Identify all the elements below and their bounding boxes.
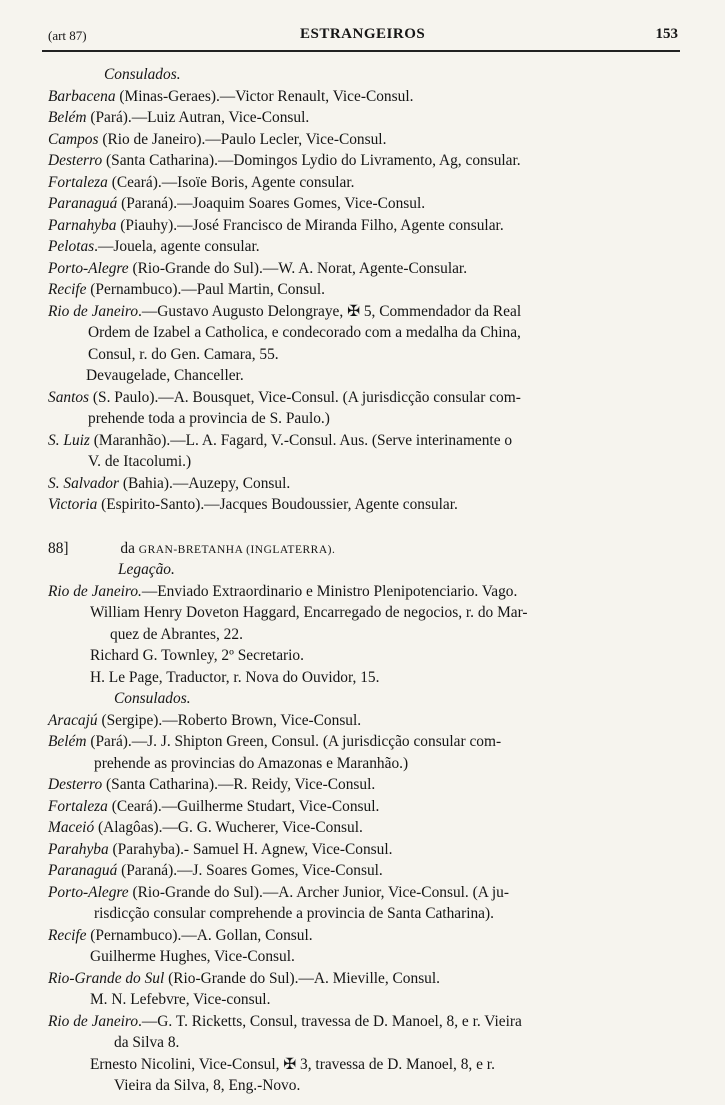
country-name: GRAN-BRETANHA (INGLATERRA).	[138, 543, 336, 556]
place-name: Barbacena	[48, 87, 116, 105]
place-name: Parnahyba	[48, 216, 117, 234]
staff-continuation: quez de Abrantes, 22.	[110, 625, 243, 643]
place-name: Pelotas	[48, 238, 95, 255]
consulate-entry	[48, 279, 688, 301]
article-number: 88]	[48, 539, 69, 557]
entry-text: (Piauhy).—José Francisco de Miranda Filho, Agente consular.	[116, 216, 504, 234]
entry-text: —Enviado Extraordinario e Ministro Plenipotenciario. Vago.	[141, 582, 518, 600]
consulate-entry	[48, 1011, 688, 1033]
place-name: Fortaleza	[48, 173, 108, 191]
place-name: Campos	[48, 130, 99, 148]
consulate-list-1	[48, 86, 688, 323]
consulate-entry	[48, 494, 688, 516]
consulate-entry	[48, 193, 688, 215]
place-name: Porto-Alegre	[48, 883, 129, 901]
consulate-entry	[48, 710, 688, 732]
entry-text: (Rio-Grande do Sul).—A. Archer Junior, Vice-Consul. (A ju-	[128, 883, 509, 901]
place-name: Paranaguá	[48, 195, 118, 212]
page-header	[30, 26, 678, 48]
entry-text: (Pernambuco).—Paul Martin, Consul.	[86, 281, 325, 298]
consulate-list-2	[48, 710, 688, 753]
place-name: Recife	[48, 926, 87, 944]
consulate-entry	[48, 430, 688, 452]
consulate-entry	[48, 774, 688, 796]
entry-text: (Ceará).—Guilherme Studart, Vice-Consul.	[107, 797, 380, 815]
entry-text: .—Jouela, agente consular.	[94, 238, 260, 255]
place-name: Desterro	[48, 776, 103, 793]
entry-text: (Maranhão).—L. A. Fagard, V.-Consul. Aus. (Serve interinamente o	[89, 431, 513, 449]
entry-text: (S. Paulo).—A. Bousquet, Vice-Consul. (A jurisdicção consular com-	[89, 388, 521, 406]
place-name: Porto-Alegre	[48, 259, 129, 277]
staff-line: Guilherme Hughes, Vice-Consul.	[90, 948, 295, 965]
consulate-entry	[48, 215, 688, 237]
consulate-entry	[48, 107, 688, 129]
running-title: ESTRANGEIROS	[300, 26, 426, 42]
place-name: Maceió	[48, 819, 95, 836]
entry-text: (Sergipe).—Roberto Brown, Vice-Consul.	[97, 711, 362, 729]
consulate-entry	[48, 731, 688, 753]
place-name: Rio de Janeiro	[48, 302, 139, 320]
country-heading	[48, 538, 688, 560]
place-name: Rio de Janeiro.	[48, 582, 142, 600]
entry-text: (Minas-Geraes).—Victor Renault, Vice-Consul.	[115, 87, 414, 105]
entry-text: (Alagôas).—G. G. Wucherer, Vice-Consul.	[94, 819, 363, 836]
entry-text: .—G. T. Ricketts, Consul, travessa de D. Manoel, 8, e r. Vieira	[138, 1012, 522, 1030]
page-number: 153	[655, 26, 678, 42]
consulate-entry	[48, 796, 688, 818]
page-body	[48, 64, 688, 1097]
staff-line: Ernesto Nicolini, Vice-Consul, ✠ 3, travessa de D. Manoel, 8, e r.	[90, 1055, 495, 1073]
entry-text: (Rio-Grande do Sul).—W. A. Norat, Agente-Consular.	[128, 259, 468, 277]
title-prefix: da	[120, 539, 139, 557]
consulate-entry	[48, 150, 688, 172]
consulate-entry	[48, 301, 688, 323]
entry-text: (Rio de Janeiro).—Paulo Lecler, Vice-Consul.	[98, 130, 387, 148]
entry-text: .—Gustavo Augusto Delongraye, ✠ 5, Commendador da Real	[138, 302, 522, 320]
entry-text: (Pará).—J. J. Shipton Green, Consul. (A jurisdicção consular com-	[86, 733, 502, 750]
consulate-entry	[48, 387, 688, 409]
place-name: S. Salvador	[48, 474, 119, 492]
entry-continuation: Ordem de Izabel a Catholica, e condecorado com a medalha da China,	[88, 324, 521, 341]
consulate-entry	[48, 236, 688, 258]
consulate-entry	[48, 172, 688, 194]
place-name: Desterro	[48, 152, 103, 169]
entry-text: (Parahyba).- Samuel H. Agnew, Vice-Consul.	[108, 840, 393, 858]
place-name: S. Luiz	[48, 431, 90, 449]
consulate-entry	[48, 925, 688, 947]
place-name: Victoria	[48, 496, 98, 513]
header-rule	[42, 50, 680, 52]
consulate-entry	[48, 882, 688, 904]
entry-continuation: Consul, r. do Gen. Camara, 55.	[88, 345, 279, 363]
entry-continuation: risdicção consular comprehende a provincia de Santa Catharina).	[94, 905, 494, 922]
place-name: Belém	[48, 733, 87, 750]
place-name: Aracajú	[48, 711, 98, 729]
consulate-entry	[48, 473, 688, 495]
entry-text: (Ceará).—Isoïe Boris, Agente consular.	[107, 173, 355, 191]
staff-line: M. N. Lefebvre, Vice-consul.	[90, 991, 271, 1008]
consulate-entry	[48, 86, 688, 108]
staff-line: H. Le Page, Traductor, r. Nova do Ouvidor, 15.	[90, 668, 380, 686]
staff-line: William Henry Doveton Haggard, Encarregado de negocios, r. do Mar-	[90, 604, 528, 621]
entry-continuation: V. de Itacolumi.)	[88, 453, 192, 470]
consulados-heading: Consulados.	[104, 66, 181, 83]
place-name: Paranaguá	[48, 862, 118, 879]
chanceller-line: Devaugelade, Chanceller.	[86, 367, 244, 384]
place-name: Rio-Grande do Sul	[48, 969, 165, 987]
entry-text: (Pará).—Luiz Autran, Vice-Consul.	[86, 109, 310, 126]
article-reference: (art 87)	[48, 28, 87, 43]
entry-continuation: prehende as provincias do Amazonas e Maranhão.)	[94, 754, 409, 772]
consulate-entry	[48, 129, 688, 151]
entry-text: (Espirito-Santo).—Jacques Boudoussier, Agente consular.	[97, 496, 458, 513]
entry-text: (Santa Catharina).—Domingos Lydio do Livramento, Ag, consular.	[102, 152, 521, 169]
place-name: Santos	[48, 388, 90, 406]
staff-line: Richard G. Townley, 2º Secretario.	[90, 647, 304, 664]
place-name: Belém	[48, 109, 87, 126]
place-name: Parahyba	[48, 840, 109, 858]
consulate-entry	[48, 860, 688, 882]
entry-text: (Bahia).—Auzepy, Consul.	[118, 474, 291, 492]
entry-continuation: prehende toda a provincia de S. Paulo.)	[88, 410, 330, 427]
consulate-entry	[48, 258, 688, 280]
consulate-entry	[48, 817, 688, 839]
consulate-entry	[48, 968, 688, 990]
place-name: Rio de Janeiro	[48, 1012, 139, 1030]
staff-continuation: Vieira da Silva, 8, Eng.-Novo.	[114, 1077, 301, 1094]
entry-text: (Paraná).—Joaquim Soares Gomes, Vice-Consul.	[117, 195, 426, 212]
entry-text: (Pernambuco).—A. Gollan, Consul.	[86, 926, 313, 944]
consulados-heading-2: Consulados.	[114, 690, 191, 707]
place-name: Recife	[48, 281, 87, 298]
consulate-list-3	[48, 774, 688, 903]
place-name: Fortaleza	[48, 797, 108, 815]
legation-entry	[48, 581, 688, 603]
legacao-heading: Legação.	[118, 561, 175, 578]
consulate-entry	[48, 839, 688, 861]
entry-text: (Rio-Grande do Sul).—A. Mieville, Consul.	[164, 969, 441, 987]
entry-text: (Paraná).—J. Soares Gomes, Vice-Consul.	[117, 862, 383, 879]
entry-text: (Santa Catharina).—R. Reidy, Vice-Consul.	[102, 776, 376, 793]
entry-continuation: da Silva 8.	[114, 1034, 180, 1051]
